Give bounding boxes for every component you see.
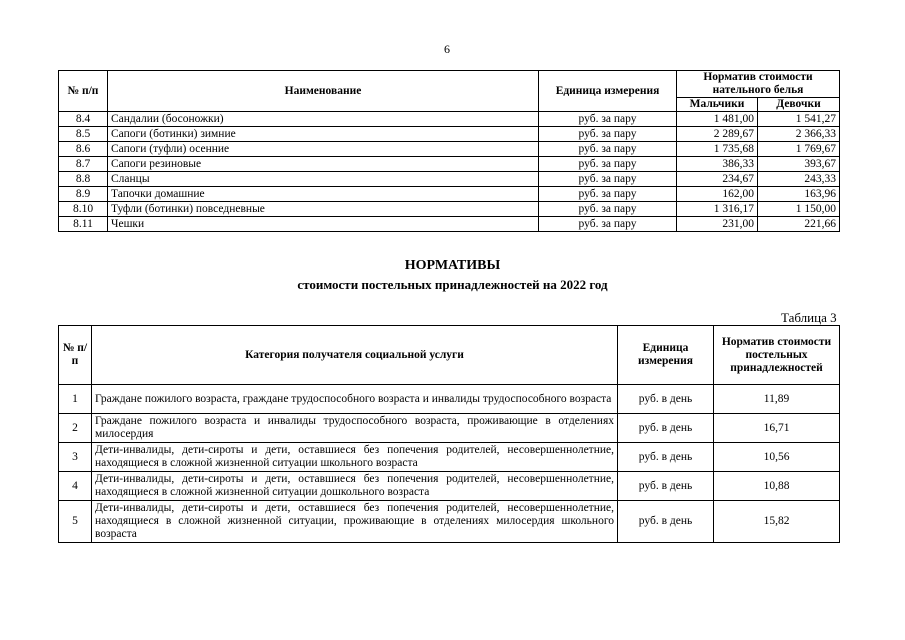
footwear-norms-table xyxy=(58,70,840,232)
row-girls: 393,67 xyxy=(758,157,840,172)
table-row xyxy=(59,127,840,142)
row-unit: руб. за пару xyxy=(539,112,677,127)
row-value: 10,56 xyxy=(714,443,840,472)
row-girls: 1 769,67 xyxy=(758,142,840,157)
row-num: 3 xyxy=(59,443,92,472)
table-row xyxy=(59,414,840,443)
row-boys: 1 481,00 xyxy=(677,112,758,127)
table-row xyxy=(59,172,840,187)
row-category: Дети-инвалиды, дети-сироты и дети, оставшиеся без попечения родителей, несовершеннолетние, находящиеся в сложной жизненной ситуации школьного возраста xyxy=(92,443,618,472)
table-row xyxy=(59,385,840,414)
header-norm: Норматив стоимости нательного белья xyxy=(677,71,840,98)
header-norm: Норматив стоимости постельных принадлежностей xyxy=(714,326,840,385)
bedding-norms-table xyxy=(58,325,840,543)
header-boys: Мальчики xyxy=(677,98,758,112)
row-unit: руб. в день xyxy=(618,443,714,472)
row-num: 8.7 xyxy=(59,157,108,172)
row-name: Сандалии (босоножки) xyxy=(108,112,539,127)
row-num: 8.6 xyxy=(59,142,108,157)
row-num: 8.9 xyxy=(59,187,108,202)
row-num: 8.11 xyxy=(59,217,108,232)
row-num: 8.10 xyxy=(59,202,108,217)
row-girls: 163,96 xyxy=(758,187,840,202)
row-unit: руб. в день xyxy=(618,385,714,414)
row-name: Сапоги (туфли) осенние xyxy=(108,142,539,157)
row-unit: руб. за пару xyxy=(539,172,677,187)
row-num: 5 xyxy=(59,501,92,543)
row-name: Туфли (ботинки) повседневные xyxy=(108,202,539,217)
row-unit: руб. за пару xyxy=(539,142,677,157)
row-boys: 1 316,17 xyxy=(677,202,758,217)
row-girls: 1 150,00 xyxy=(758,202,840,217)
row-boys: 234,67 xyxy=(677,172,758,187)
table-label: Таблица 3 xyxy=(781,310,837,325)
table-row xyxy=(59,217,840,232)
row-num: 8.5 xyxy=(59,127,108,142)
row-value: 11,89 xyxy=(714,385,840,414)
row-girls: 2 366,33 xyxy=(758,127,840,142)
row-unit: руб. за пару xyxy=(539,187,677,202)
row-num: 8.4 xyxy=(59,112,108,127)
row-name: Сапоги резиновые xyxy=(108,157,539,172)
header-num: № п/п xyxy=(59,71,108,112)
header-girls: Девочки xyxy=(758,98,840,112)
table-row xyxy=(59,501,840,543)
table-row xyxy=(59,472,840,501)
row-unit: руб. за пару xyxy=(539,157,677,172)
table-row xyxy=(59,142,840,157)
row-value: 16,71 xyxy=(714,414,840,443)
table-row xyxy=(59,202,840,217)
table-row xyxy=(59,157,840,172)
row-girls: 221,66 xyxy=(758,217,840,232)
header-unit: Единица измерения xyxy=(539,71,677,112)
row-unit: руб. за пару xyxy=(539,127,677,142)
header-unit: Единица измерения xyxy=(618,326,714,385)
row-girls: 1 541,27 xyxy=(758,112,840,127)
table-row xyxy=(59,443,840,472)
header-name: Наименование xyxy=(108,71,539,112)
row-num: 2 xyxy=(59,414,92,443)
row-girls: 243,33 xyxy=(758,172,840,187)
row-num: 8.8 xyxy=(59,172,108,187)
row-boys: 386,33 xyxy=(677,157,758,172)
row-unit: руб. за пару xyxy=(539,202,677,217)
row-boys: 1 735,68 xyxy=(677,142,758,157)
row-category: Граждане пожилого возраста и инвалиды трудоспособного возраста, проживающие в отделениях милосердия xyxy=(92,414,618,443)
section-title: НОРМАТИВЫ xyxy=(404,258,501,273)
row-value: 15,82 xyxy=(714,501,840,543)
row-name: Сапоги (ботинки) зимние xyxy=(108,127,539,142)
row-name: Тапочки домашние xyxy=(108,187,539,202)
row-name: Чешки xyxy=(108,217,539,232)
header-num: № п/п xyxy=(59,326,92,385)
row-unit: руб. за пару xyxy=(539,217,677,232)
row-unit: руб. в день xyxy=(618,472,714,501)
row-unit: руб. в день xyxy=(618,501,714,543)
row-category: Дети-инвалиды, дети-сироты и дети, оставшиеся без попечения родителей, несовершеннолетние, находящиеся в сложной жизненной ситуации, проживающие в отделениях милосердия школьного возраста xyxy=(92,501,618,543)
row-boys: 162,00 xyxy=(677,187,758,202)
row-num: 4 xyxy=(59,472,92,501)
row-category: Граждане пожилого возраста, граждане трудоспособного возраста и инвалиды трудоспособного возраста xyxy=(92,385,618,414)
table-row xyxy=(59,112,840,127)
row-boys: 231,00 xyxy=(677,217,758,232)
page-number: 6 xyxy=(444,42,450,56)
table-row xyxy=(59,187,840,202)
row-boys: 2 289,67 xyxy=(677,127,758,142)
row-value: 10,88 xyxy=(714,472,840,501)
row-category: Дети-инвалиды, дети-сироты и дети, оставшиеся без попечения родителей, несовершеннолетние, находящиеся в сложной жизненной ситуации дошкольного возраста xyxy=(92,472,618,501)
header-category: Категория получателя социальной услуги xyxy=(92,326,618,385)
row-num: 1 xyxy=(59,385,92,414)
row-unit: руб. в день xyxy=(618,414,714,443)
row-name: Сланцы xyxy=(108,172,539,187)
section-subtitle: стоимости постельных принадлежностей на 2022 год xyxy=(297,277,608,292)
